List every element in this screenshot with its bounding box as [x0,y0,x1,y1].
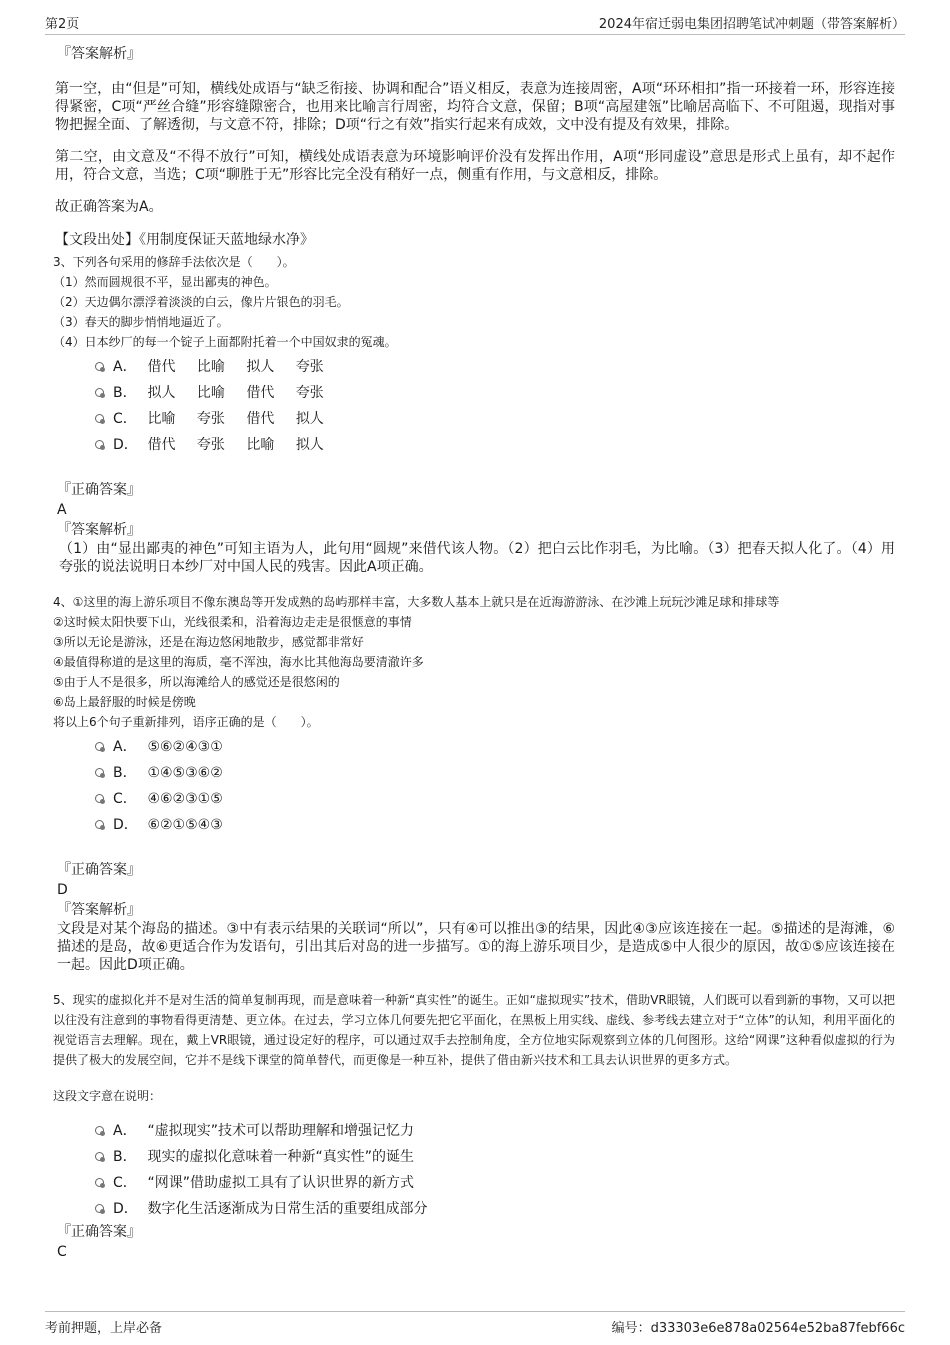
analysis-text: （1）由“显出鄙夷的神色”可知主语为人，此句用“圆规”来借代该人物。（2）把白云比作羽毛，为比喻。（3）把春天拟人化了。（4）用夸张的说法说明日本纱厂对中国人民的残害。因此A项正确。 [59,541,895,575]
answer-label: 『正确答案』 [57,862,141,878]
page-footer [45,1311,905,1336]
document-code: 编号：d33303e6e878a02564e52ba87febf66c [611,1320,905,1336]
question-item: （2）天边偶尔漂浮着淡淡的白云，像片片银色的羽毛。 [53,295,349,309]
page-header [45,12,905,35]
radio-icon[interactable] [95,820,104,829]
correct-answer: A [57,502,67,518]
option-d[interactable]: D． ⑥②①⑤④③ [53,812,895,838]
radio-icon[interactable] [95,742,104,751]
q2-analysis-block [55,44,895,250]
question-item: （1）然而圆规很不平，显出鄙夷的神色。 [53,275,277,289]
correct-answer: C [57,1244,67,1260]
question-stem: 将以上6个句子重新排列，语序正确的是（ ）。 [53,715,319,729]
sentence-item: 4、①这里的海上游乐项目不像东澳岛等开发成熟的岛屿那样丰富，大多数人基本上就只是在近海游游泳、在沙滩上玩玩沙滩足球和排球等 [53,595,780,609]
radio-icon[interactable] [95,388,104,397]
analysis-label: 『答案解析』 [57,46,141,62]
sentence-item: ③所以无论是游泳，还是在海边悠闲地散步，感觉都非常好 [53,635,364,649]
radio-icon[interactable] [95,794,104,803]
footer-slogan: 考前押题，上岸必备 [45,1320,163,1336]
page-content [55,44,895,1262]
radio-icon[interactable] [95,1126,104,1135]
analysis-paragraph: 第二空，由文意及“不得不放行”可知，横线处成语表意为环境影响评价没有发挥出作用，A项“形同虚设”意思是形式上虽有，却不起作用，符合文意，当选；C项“聊胜于无”形容比完全没有稍好一点，侧重有作用，与文意相反，排除。 [55,149,895,183]
radio-icon[interactable] [95,1178,104,1187]
sentence-item: ⑥岛上最舒服的时候是傍晚 [53,695,196,709]
radio-icon[interactable] [95,414,104,423]
option-c[interactable]: C． 比喻 夸张 借代 拟人 [53,406,895,432]
question-5 [53,990,895,1262]
option-d[interactable]: D． 数字化生活逐渐成为日常生活的重要组成部分 [53,1196,895,1222]
radio-icon[interactable] [95,1204,104,1213]
analysis-text: 文段是对某个海岛的描述。③中有表示结果的关联词“所以”，只有④可以推出③的结果，因此④③应该连接在一起。⑤描述的是海滩，⑥描述的是岛，故⑥更适合作为发语句，引出其后对岛的进一步描写。①的海上游乐项目少，是造成⑤中人很少的原因，故①⑤应该连接在一起。因此D项正确。 [57,921,895,973]
sentence-item: ④最值得称道的是这里的海质，毫不浑浊，海水比其他海岛要清澈许多 [53,655,424,669]
radio-icon[interactable] [95,1152,104,1161]
question-passage: 5、现实的虚拟化并不是对生活的简单复制再现，而是意味着一种新“真实性”的诞生。正如“虚拟现实”技术，借助VR眼镜，人们既可以看到新的事物，又可以把以往没有注意到的事物看得更清楚、更立体。在过去，学习立体几何要先把它平面化，在黑板上用实线、虚线、参考线去建立对于“立体”的认知，利用平面化的视觉语言去理解。现在，戴上VR眼镜，通过设定好的程序，可以通过双手去控制角度，全方位地实际观察到立体的几何图形。这给“网课”这种看似虚拟的行为提供了极大的发展空间，它并不是线下课堂的简单替代，而更像是一种互补，提供了借由新兴技术和工具去认识世界的更多方式。 [53,993,895,1067]
answer-label: 『正确答案』 [57,482,141,498]
option-b[interactable]: B． 现实的虚拟化意味着一种新“真实性”的诞生 [53,1144,895,1170]
option-c[interactable]: C． ④⑥②③①⑤ [53,786,895,812]
option-b[interactable]: B． ①④⑤③⑥② [53,760,895,786]
option-a[interactable]: A． ⑤⑥②④③① [53,734,895,760]
sentence-item: ②这时候太阳快要下山，光线很柔和，沿着海边走走是很惬意的事情 [53,615,412,629]
analysis-paragraph: 第一空，由“但是”可知，横线处成语与“缺乏衔接、协调和配合”语义相反，表意为连接周密，A项“环环相扣”指一环接着一环，形容连接得紧密，C项“严丝合缝”形容缝隙密合，也用来比喻言行周密，均符合文意，保留；B项“高屋建瓴”比喻居高临下、不可阻遏，现指对事物把握全面、了解透彻，与文意不符，排除；D项“行之有效”指实行起来有成效，文中没有提及有效果，排除。 [55,81,895,133]
option-list [53,1118,895,1222]
radio-icon[interactable] [95,362,104,371]
correct-answer: D [57,882,68,898]
option-list [53,734,895,838]
analysis-label: 『答案解析』 [57,902,141,918]
option-b[interactable]: B． 拟人 比喻 借代 夸张 [53,380,895,406]
option-c[interactable]: C． “网课”借助虚拟工具有了认识世界的新方式 [53,1170,895,1196]
question-stem: 3、下列各句采用的修辞手法依次是（ ）。 [53,255,295,269]
document-title: 2024年宿迁弱电集团招聘笔试冲刺题（带答案解析） [598,16,905,32]
analysis-label: 『答案解析』 [57,522,141,538]
option-d[interactable]: D． 借代 夸张 比喻 拟人 [53,432,895,458]
question-item: （3）春天的脚步悄悄地逼近了。 [53,315,229,329]
option-a[interactable]: A． “虚拟现实”技术可以帮助理解和增强记忆力 [53,1118,895,1144]
question-4 [53,592,895,974]
sentence-item: ⑤由于人不是很多，所以海滩给人的感觉还是很悠闲的 [53,675,340,689]
question-stem: 这段文字意在说明： [53,1089,162,1103]
option-list [53,354,895,458]
answer-conclusion: 故正确答案为A。 [55,199,163,215]
question-3 [53,252,895,576]
radio-icon[interactable] [95,768,104,777]
answer-label: 『正确答案』 [57,1224,141,1240]
source-citation: 【文段出处】《用制度保证天蓝地绿水净》 [55,232,314,248]
option-a[interactable]: A． 借代 比喻 拟人 夸张 [53,354,895,380]
page-number: 第2页 [45,16,80,32]
question-item: （4）日本纱厂的每一个锭子上面都附托着一个中国奴隶的冤魂。 [53,335,397,349]
radio-icon[interactable] [95,440,104,449]
